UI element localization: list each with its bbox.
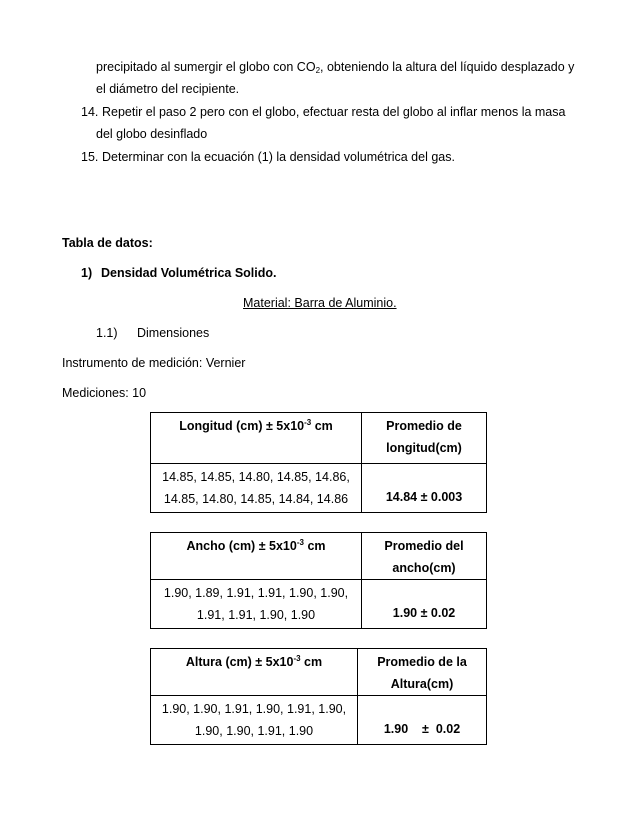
exponent: -3 [304,418,312,427]
section-title: Tabla de datos: [62,236,153,250]
longitud-table [150,412,487,513]
step-14-number: 14. [81,105,99,119]
average-header-line-2: longitud(cm) [386,441,462,455]
altura-header [151,649,358,696]
average-header-line-1: Promedio de [386,419,462,433]
unit: cm [300,655,323,669]
longitud-values [151,464,362,513]
altura-table [150,648,487,745]
values-line-1: 14.85, 14.85, 14.80, 14.85, 14.86, [162,470,350,484]
sub-number: 1.1) [96,326,118,340]
step-15-number: 15. [81,150,99,164]
subsection-title: Densidad Volumétrica Solido. [101,266,277,280]
intro-line-1-b: , obteniendo la altura del líquido desplazado y [320,60,575,74]
table-row [151,696,487,745]
values-line-2: 1.90, 1.90, 1.91, 1.90 [194,724,314,738]
sub-title: Dimensiones [137,326,210,340]
intro-line-1-a: precipitado al sumergir el globo con CO [96,60,316,74]
table-row [151,580,487,629]
material-label: Material: Barra de Aluminio. [243,296,397,310]
ancho-table [150,532,487,629]
average-header-line-1: Promedio de la [377,655,467,669]
table-row [151,649,487,696]
step-14-text-cont: del globo desinflado [96,127,208,141]
values-line-2: 1.91, 1.91, 1.90, 1.90 [196,608,316,622]
average-header-line-2: Altura(cm) [390,677,454,691]
longitud-header-text: Longitud (cm) ± 5x10 [179,419,305,433]
subsection-number: 1) [81,266,93,280]
altura-average-header [358,649,487,696]
longitud-average: 14.84 ± 0.003 [362,464,487,513]
ancho-values [151,580,362,629]
average-header-line-1: Promedio del [384,539,464,553]
altura-average [358,696,487,745]
step-15-text: Determinar con la ecuación (1) la densidad volumétrica del gas. [102,150,455,164]
ancho-header-text: Ancho (cm) ± 5x10 [186,539,297,553]
altura-values [151,696,358,745]
exponent: -3 [296,538,304,547]
measurements-label: Mediciones: 10 [62,386,147,400]
exponent: -3 [293,654,301,663]
values-line-2: 14.85, 14.80, 14.85, 14.84, 14.86 [163,492,349,506]
longitud-average-header [362,413,487,464]
ancho-average: 1.90 ± 0.02 [362,580,487,629]
table-row [151,464,487,513]
altura-header-text: Altura (cm) ± 5x10 [185,655,294,669]
average-header-line-2: ancho(cm) [392,561,456,575]
table-row [151,533,487,580]
values-line-1: 1.90, 1.90, 1.91, 1.90, 1.91, 1.90, [161,702,347,716]
longitud-header [151,413,362,464]
values-line-1: 1.90, 1.89, 1.91, 1.91, 1.90, 1.90, [163,586,349,600]
ancho-average-header [362,533,487,580]
unit: cm [311,419,333,433]
unit: cm [303,539,326,553]
intro-line-1 [96,60,574,74]
step-14-text: Repetir el paso 2 pero con el globo, efectuar resta del globo al inflar menos la masa [102,105,566,119]
intro-line-2: el diámetro del recipiente. [96,82,240,96]
instrument-label: Instrumento de medición: Vernier [62,356,246,370]
co2-subscript: 2 [315,66,321,75]
ancho-header [151,533,362,580]
altura-average-value: 1.90 ± 0.02 [383,722,461,736]
table-row [151,413,487,464]
